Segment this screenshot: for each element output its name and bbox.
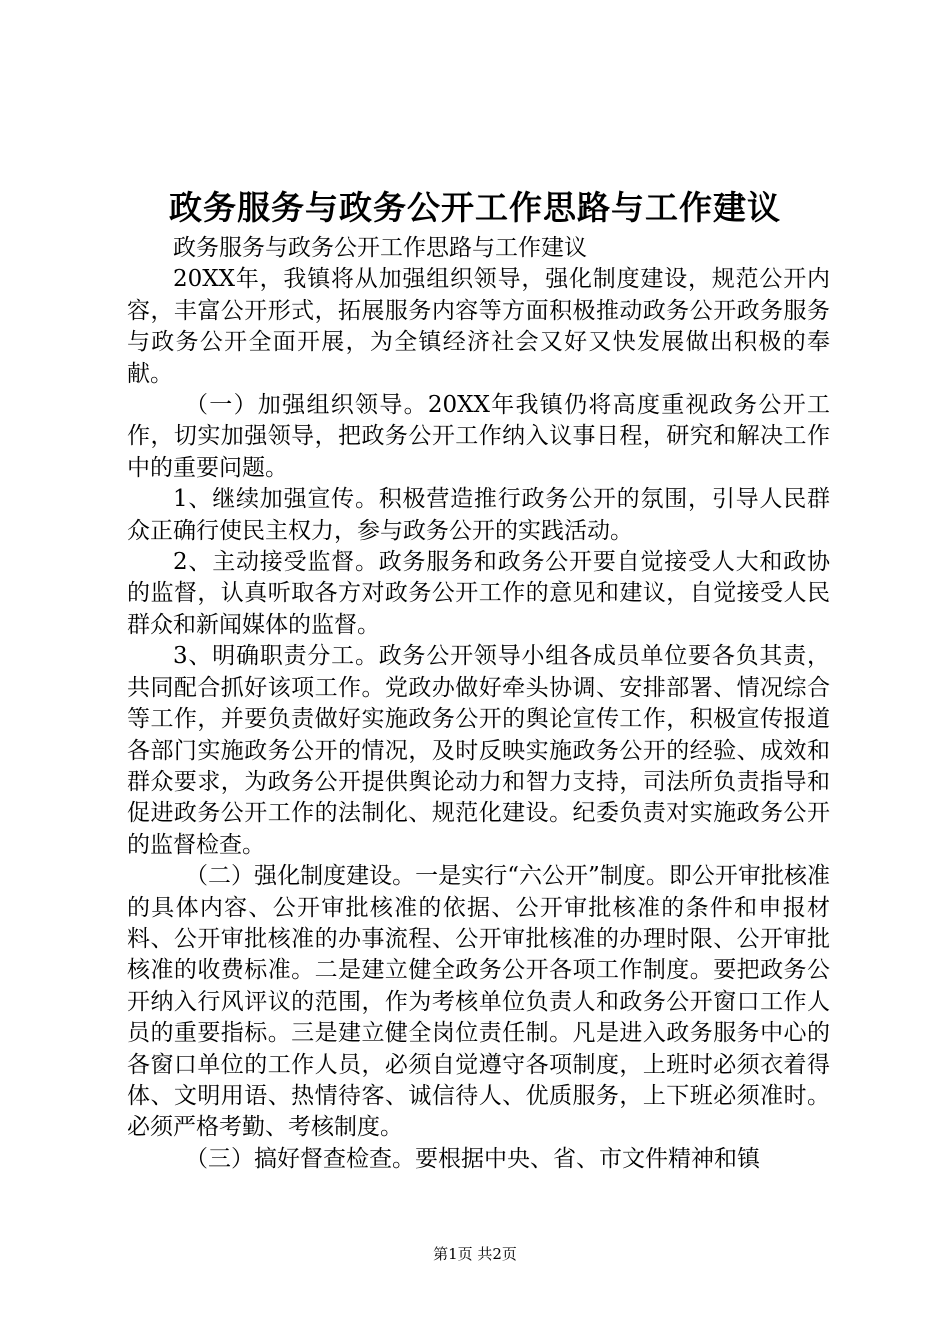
paragraph-intro: 20XX年，我镇将从加强组织领导，强化制度建设，规范公开内容，丰富公开形式，拓展服务内容等方面积极推动政务公开政务服务与政务公开全面开展，为全镇经济社会又好又快发展做出积极的奉献。 xyxy=(127,266,830,387)
paragraph-section-2: （二）强化制度建设。一是实行“六公开”制度。即公开审批核准的具体内容、公开审批核准的依据、公开审批核准的条件和申报材料、公开审批核准的办事流程、公开审批核准的办理时限、公开审批核准的收费标准。二是建立健全政务公开各项工作制度。要把政务公开纳入行风评议的范围，作为考核单位负责人和政务公开窗口工作人员的重要指标。三是建立健全岗位责任制。凡是进入政务服务中心的各窗口单位的工作人员，必须自觉遵守各项制度，上班时必须衣着得体、文明用语、热情待客、诚信待人、优质服务，上下班必须准时。必须严格考勤、考核制度。 xyxy=(127,863,830,1141)
paragraph-item-1: 1、继续加强宣传。积极营造推行政务公开的氛围，引导人民群众正确行使民主权力，参与政务公开的实践活动。 xyxy=(127,486,830,544)
document-title: 政务服务与政务公开工作思路与工作建议 xyxy=(169,188,781,227)
paragraph-section-3: （三）搞好督查检查。要根据中央、省、市文件精神和镇 xyxy=(185,1145,760,1172)
paragraph-subtitle: 政务服务与政务公开工作思路与工作建议 xyxy=(173,235,587,261)
paragraph-item-2: 2、主动接受监督。政务服务和政务公开要自觉接受人大和政协的监督，认真听取各方对政务公开工作的意见和建议，自觉接受人民群众和新闻媒体的监督。 xyxy=(127,549,830,638)
document-body xyxy=(127,233,830,1175)
paragraph-section-1: （一）加强组织领导。20XX年我镇仍将高度重视政务公开工作，切实加强领导，把政务公开工作纳入议事日程，研究和解决工作中的重要问题。 xyxy=(127,392,830,481)
paragraph-item-3: 3、明确职责分工。政务公开领导小组各成员单位要各负其责，共同配合抓好该项工作。党政办做好牵头协调、安排部署、情况综合等工作，并要负责做好实施政务公开的舆论宣传工作，积极宣传报道各部门实施政务公开的情况，及时反映实施政务公开的经验、成效和群众要求，为政务公开提供舆论动力和智力支持，司法所负责指导和促进政务公开工作的法制化、规范化建设。纪委负责对实施政务公开的监督检查。 xyxy=(127,643,830,858)
page-number-footer: 第1页 共2页 xyxy=(433,1245,517,1263)
